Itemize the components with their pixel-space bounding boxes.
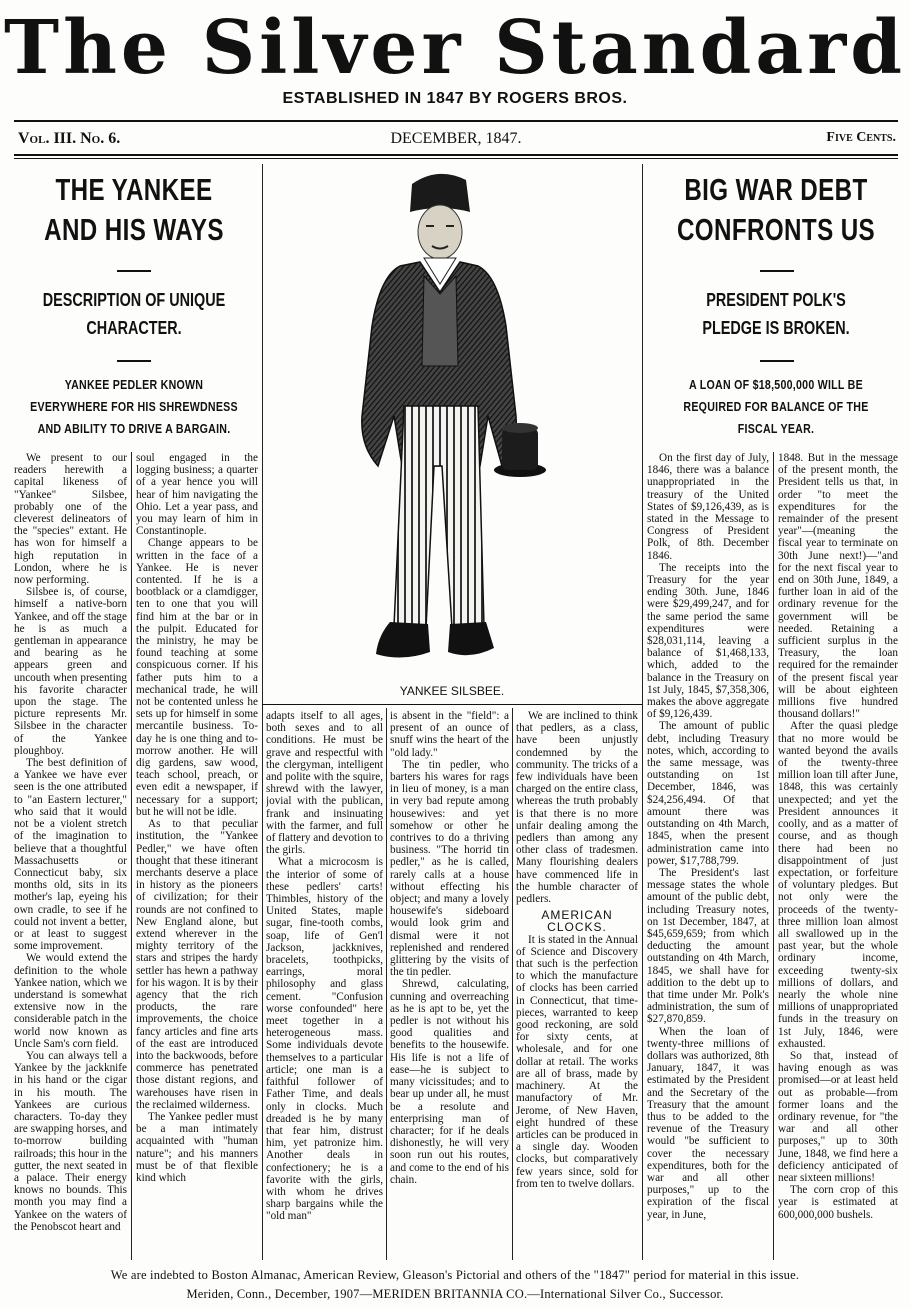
column-rule [512, 708, 513, 1260]
masthead-subtitle: ESTABLISHED IN 1847 BY ROGERS BROS. [282, 90, 628, 107]
volume-number: Vol. III. No. 6. [18, 130, 121, 147]
left-story-column-1 [14, 452, 127, 1260]
paragraph: The amount of public debt, including Treasury notes, which, according to the same message, was outstanding on 1st December, 1846, was $24,256,494. Of that amount there was outstanding on 4th March, 1845, when the present administration came into power, $17,788,799. [647, 720, 769, 867]
paragraph: soul engaged in the logging business; a quarter of a year hence you will hear of him navigating the Ohio. Let a year pass, and you may learn of him in Constantinople. [136, 452, 258, 538]
issue-price: Five Cents. [826, 130, 896, 145]
right-headline: BIG WAR DEBT CONFRONTS US [676, 172, 876, 247]
paragraph: Shrewd, calculating, cunning and overreaching as he is apt to be, yet the pedler is not without his good qualities and benefits to the housewife. His life is not a life of ease—he is subject to many vicissitudes; and to bear up under all, he must be a resolute and enterprising man of character; for if he deals dishonestly, he will very soon run out his routes, and come to the end of his chain. [390, 978, 509, 1186]
figure-body [362, 174, 546, 658]
dateline [14, 130, 898, 152]
headline-divider [760, 270, 794, 272]
left-subdeck: YANKEE PEDLER KNOWN EVERYWHERE FOR HIS SHREWDNESS AND ABILITY TO DRIVE A BARGAIN. [30, 378, 238, 436]
paragraph: On the first day of July, 1846, there was a balance unappropriated in the treasury of the United States of $9,126,439, as is stated in the Message to Congress of President Polk, of 8th. December 1846. [647, 452, 769, 562]
paragraph: So that, instead of having enough as was promised—or at least held out as probable—from former loans and the ordinary revenue, for "the war and all other purposes," up to 30th June, 1848, we find here a deficiency anticipated of near sixteen millions! [778, 1049, 898, 1184]
dateline-rule-lower [14, 158, 898, 159]
right-story-column-1 [647, 452, 769, 1260]
paragraph: is absent in the "field": a present of an ounce of snuff wins the heart of the "old lady." [390, 710, 509, 759]
center-column-2 [390, 710, 509, 1260]
masthead-title: The Silver Standard [4, 5, 906, 91]
dateline-rule-upper [14, 154, 898, 156]
illustration-caption: YANKEE SILSBEE. [399, 684, 505, 698]
left-headline: THE YANKEE AND HIS WAYS [44, 172, 224, 247]
paragraph: As to that peculiar institution, the "Yankee Pedler," we have often thought that these itinerant merchants deserve a place in history as the pioneers of civilization; for their rounds are not confined to New England alone, but extend wherever in the mighty territory of the stars and stripes the hardy settler has hewn a pathway for his wagon. It is by their agency that the rich products, the rare improvements, the choice fancy articles and fine arts of the east are introduced into the backwoods, before commerce has penetrated those distant regions, and warehouses have risen in the reclaimed wilderness. [136, 818, 258, 1111]
paragraph: You can always tell a Yankee by the jackknife in his hand or the cigar in his mouth. The Yankees are curious characters. To-day they are swapping horses, and to-morrow building railroads; this hour in the gutter, the next seated in a palace. Their energy knows no bounds. This month you may find a Yankee on the waters of the Penobscot heart and [14, 1049, 127, 1233]
right-story-column-2 [778, 452, 898, 1260]
section-heading: AMERICAN CLOCKS. [541, 908, 613, 935]
paragraph: adapts itself to all ages, both sexes and to all conditions. He must be grave and respectful with the clergyman, intelligent and polite with the squire, shrewd with the lawyer, jovial with the publican, frank and insinuating with the farmer, and full of flattery and devotion to the girls. [266, 710, 383, 857]
paragraph: When the loan of twenty-three millions of dollars was authorized, 8th January, 1847, it was estimated by the President and the Secretary of the Treasury that the amount thus to be added to the revenue of the Treasury would "be sufficient to cover the necessary expenditures, both for the war and all other purposes," up to the expiration of the fiscal year, in June, [647, 1025, 769, 1221]
left-deck: DESCRIPTION OF UNIQUE CHARACTER. [42, 290, 226, 338]
paragraph: The Yankee pedler must be a man intimately acquainted with "human nature"; and his manners must be of that flexible kind which [136, 1110, 258, 1184]
issue-date: DECEMBER, 1847. [390, 130, 522, 147]
paragraph: What a microcosm is the interior of some of these pedlers' carts! Thimbles, history of the United States, maple sugar, fine-tooth combs, soap, life of Gen'l Jackson, jackknives, bracelets, toothpicks, earrings, moral philosophy and glass cement. "Confusion worse confounded" here meet together in a heterogeneous mass. Some individuals devote themselves to a particular article; one man is a faithful follower of Father Time, and deals only in clocks. Much dreaded is he by many that fear him, distrust him, yet patronize him. Another deals in confectionery; he is a favorite with the girls, with whom he drives sharp bargains while the "old man" [266, 856, 383, 1223]
paragraph: The tin pedler, who barters his wares for rags in lieu of money, is a man in very bad repute among housewives: and yet somehow or other he contrives to do a thriving business. "The horrid tin pedler," as he is called, rarely calls at a house without effecting his object; and many a lovely housewife's sideboard would look grim and dismal were it not replenished and rendered glittering by the visits of the tin pedler. [390, 758, 509, 979]
column-rule [773, 452, 774, 1260]
column-rule [131, 452, 132, 1260]
column-rule [386, 708, 387, 1260]
left-story-column-2 [136, 452, 258, 1260]
deck-divider [117, 360, 151, 362]
right-deck: PRESIDENT POLK'S PLEDGE IS BROKEN. [702, 290, 850, 338]
paragraph: We are inclined to think that pedlers, as a class, have been unjustly condemned by the community. The tricks of a few individuals have been charged on the entire class, whereas the truth probably is that there is no more unfair dealing among the pedlers than among any other class of tradesmen. Many flourishing dealers have commenced life in the humble character of pedlers. [516, 710, 638, 906]
paragraph: 1848. But in the message of the present month, the President tells us that, in order "to meet the expenditures for the remainder of the present year"—(meaning the fiscal year to terminate on 30th June next!)—"and for the next fiscal year to end on 30th June, 1849, a further loan in aid of the ordinary revenue for the government will be needed. Retaining a sufficient surplus in the Treasury, the loan required for the remainder of the present fiscal year will be about eighteen millions five hundred thousand dollars!" [778, 452, 898, 721]
caption-rule [262, 704, 642, 705]
paragraph: After the quasi pledge that no more would be wanted beyond the avails of the twenty-three million loan till after June, 1848, this was certainly unexpected; and yet the President announces it coolly, and as a matter of course, and as though there had been no disappointment of just expectation, or forfeiture of voluntary pledges. But not only were the proceeds of the twenty-three million loan almost all swallowed up in the past year, but the whole ordinary income, exceeding twenty-six millions of dollars, and nearly the whole nine millions of unappropriated funds in the treasury on 1st July, 1846, were exhausted. [778, 720, 898, 1050]
paragraph: We present to our readers herewith a capital likeness of "Yankee" Silsbee, probably one of the cleverest delineators of the "species" extant. He has won for himself a high reputation in London, where he is now performing. [14, 452, 127, 587]
paragraph: The receipts into the Treasury for the year ending 30th. June, 1846 were $29,499,247, and for the same period the same expenditures were $28,031,114, leaving a balance of $1,468,133, which, added to the balance in the Treasury on 1st July, 1845, $7,358,306, makes the above aggregate of $9,126,439. [647, 561, 769, 721]
paragraph: Change appears to be written in the face of a Yankee. He is never contented. If he is a bootblack or a clamdigger, ten to one that you will find him at the bar or in the pulpit. Educated for the ministry, he may be found teaching at some conspicuous corner. If his father puts him to a mechanical trade, he will not be contented unless he sets up for himself in some mercantile business. To-day he is one thing and to-morrow another. He will dig gardens, saw wood, teach school, preach, or even edit a newspaper, if necessary for a support; but he will not be idle. [136, 537, 258, 818]
column-rule [262, 164, 263, 1260]
footer-credits: We are indebted to Boston Almanac, American Review, Gleason's Pictorial and others of the "1847" period for material in this issue. [110, 1268, 800, 1282]
yankee-silsbee-illustration [320, 166, 560, 676]
center-column-1 [266, 710, 383, 1260]
paragraph: The President's last message states the whole amount of the public debt, including Treasury notes, on 1st December, 1847, at $45,659,659; from which deducting the amount outstanding on 4th March, 1845, we shall have for addition to the debt up to that time under Mr. Polk's administration, the sum of $27,870,859. [647, 866, 769, 1026]
paragraph: The best definition of a Yankee we have ever seen is the one attributed to "an Eastern lecturer," who said that it would not be a violent stretch of the imagination to believe that a thoughtful Massachusetts or Connecticut baby, six months old, sits in its mother's lap, eyeing his own cradle, to see if he could not invent a better, or at least to suggest some improvement. [14, 757, 127, 953]
deck-divider [760, 360, 794, 362]
headline-divider [117, 270, 151, 272]
paragraph: The corn crop of this year is estimated at 600,000,000 bushels. [778, 1184, 898, 1221]
column-rule [642, 164, 643, 1260]
footer-publisher: Meriden, Conn., December, 1907—MERIDEN BRITANNIA CO.—International Silver Co., Successor. [186, 1287, 724, 1301]
right-subdeck: A LOAN OF $18,500,000 WILL BE REQUIRED FOR BALANCE OF THE FISCAL YEAR. [683, 378, 869, 436]
paragraph: It is stated in the Annual of Science and Discovery that such is the perfection to which the manufacture of clocks has been carried in Connecticut, that time-pieces, warranted to keep good reckoning, are sold for sixty cents, at wholesale, and for one dollar at retail. The works are all of brass, made by machinery. At the manufactory of Mr. Jerome, of New Haven, eight hundred of these articles can be produced in a single day. Wooden clocks, but comparatively few years since, sold for from ten to twelve dollars. [516, 933, 638, 1190]
top-rule [14, 120, 898, 122]
paragraph: We would extend the definition to the whole Yankee nation, which we understand is somewhat extensive now in the considerable patch in the world now known as Uncle Sam's corn field. [14, 952, 127, 1050]
center-column-3 [516, 710, 638, 1260]
paragraph: Silsbee is, of course, himself a native-born Yankee, and off the stage he is as much a gentleman in appearance and bearing as he appears green and uncouth when presenting his favorite character upon the stage. The picture represents Mr. Silsbee in the character of the Yankee ploughboy. [14, 586, 127, 757]
